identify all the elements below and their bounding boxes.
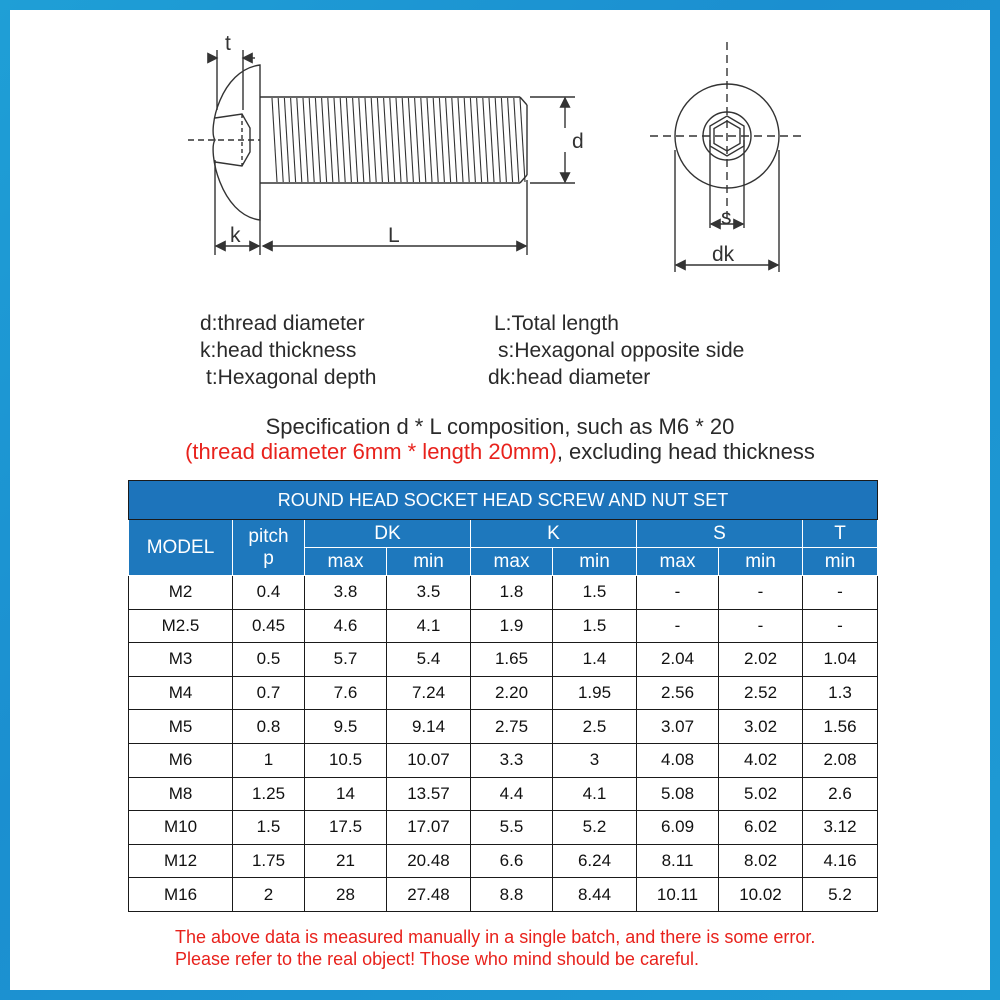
value-cell: 3.07	[637, 710, 719, 744]
value-cell: 5.02	[719, 777, 803, 811]
table-row	[129, 743, 878, 777]
value-cell: 1	[233, 743, 305, 777]
value-cell: 1.56	[803, 710, 878, 744]
thread-line	[520, 98, 525, 182]
thread-line	[483, 98, 488, 182]
thread-line	[495, 98, 500, 182]
screw-head-side	[213, 65, 260, 220]
thread-line	[322, 98, 327, 182]
header-model: MODEL	[129, 520, 233, 576]
value-cell: 10.07	[387, 743, 471, 777]
thread-line	[458, 98, 463, 182]
thread-line	[291, 98, 296, 182]
model-cell: M2	[129, 576, 233, 610]
value-cell: -	[803, 609, 878, 643]
thread-line	[470, 98, 475, 182]
thread-line	[278, 98, 283, 182]
header-k: K	[471, 520, 637, 548]
thread-line	[408, 98, 413, 182]
thread-line	[284, 98, 289, 182]
thread-line	[272, 98, 277, 182]
header-s-min: min	[719, 548, 803, 576]
spec-line-1: Specification d * L composition, such as M6 * 20	[265, 414, 735, 439]
label-s: s	[721, 206, 732, 229]
model-cell: M6	[129, 743, 233, 777]
header-s-max: max	[637, 548, 719, 576]
value-cell: 2.75	[471, 710, 553, 744]
spec-example-red: (thread diameter 6mm * length 20mm)	[185, 439, 557, 464]
value-cell: 2.5	[553, 710, 637, 744]
value-cell: 9.14	[387, 710, 471, 744]
label-L: L	[388, 224, 400, 247]
thread-line	[377, 98, 382, 182]
value-cell: 5.7	[305, 643, 387, 677]
thread-line	[464, 98, 469, 182]
table-body	[129, 576, 878, 912]
table-row	[129, 878, 878, 912]
model-cell: M5	[129, 710, 233, 744]
value-cell: 1.65	[471, 643, 553, 677]
value-cell: 0.7	[233, 676, 305, 710]
model-cell: M3	[129, 643, 233, 677]
value-cell: 0.5	[233, 643, 305, 677]
value-cell: 6.24	[553, 844, 637, 878]
thread-line	[402, 98, 407, 182]
screw-technical-drawing	[10, 10, 990, 310]
value-cell: 8.11	[637, 844, 719, 878]
value-cell: 1.4	[553, 643, 637, 677]
value-cell: -	[803, 576, 878, 610]
value-cell: 1.75	[233, 844, 305, 878]
value-cell: 3.8	[305, 576, 387, 610]
value-cell: 2.02	[719, 643, 803, 677]
value-cell: 1.5	[553, 609, 637, 643]
value-cell: 21	[305, 844, 387, 878]
value-cell: 2.08	[803, 743, 878, 777]
thread-line	[371, 98, 376, 182]
value-cell: 8.44	[553, 878, 637, 912]
value-cell: 5.2	[553, 811, 637, 845]
thread-line	[353, 98, 358, 182]
value-cell: 4.1	[553, 777, 637, 811]
value-cell: 4.16	[803, 844, 878, 878]
thread-line	[433, 98, 438, 182]
value-cell: 8.02	[719, 844, 803, 878]
table-row	[129, 844, 878, 878]
value-cell: 17.5	[305, 811, 387, 845]
value-cell: 6.6	[471, 844, 553, 878]
value-cell: 9.5	[305, 710, 387, 744]
thread-lines	[272, 98, 525, 182]
specification-table	[128, 480, 878, 912]
value-cell: 3.5	[387, 576, 471, 610]
thread-line	[446, 98, 451, 182]
value-cell: 1.04	[803, 643, 878, 677]
table-row	[129, 710, 878, 744]
legend-item: t:Hexagonal depth	[206, 366, 377, 389]
value-cell: 13.57	[387, 777, 471, 811]
value-cell: 0.4	[233, 576, 305, 610]
label-t: t	[225, 32, 231, 55]
legend-item: d:thread diameter	[200, 312, 365, 335]
value-cell: 4.02	[719, 743, 803, 777]
value-cell: 2.6	[803, 777, 878, 811]
thread-line	[427, 98, 432, 182]
header-dk-min: min	[387, 548, 471, 576]
thread-line	[489, 98, 494, 182]
thread-line	[508, 98, 513, 182]
label-d: d	[572, 130, 584, 153]
value-cell: 4.08	[637, 743, 719, 777]
value-cell: 1.9	[471, 609, 553, 643]
table-row	[129, 576, 878, 610]
value-cell: 0.8	[233, 710, 305, 744]
table-title: ROUND HEAD SOCKET HEAD SCREW AND NUT SET	[129, 481, 878, 520]
value-cell: 2.56	[637, 676, 719, 710]
value-cell: 28	[305, 878, 387, 912]
legend-right	[488, 310, 744, 391]
header-pitch-line1: pitch	[248, 525, 289, 547]
header-dk-max: max	[305, 548, 387, 576]
value-cell: 1.8	[471, 576, 553, 610]
value-cell: 8.8	[471, 878, 553, 912]
value-cell: 7.6	[305, 676, 387, 710]
value-cell: 10.11	[637, 878, 719, 912]
model-cell: M8	[129, 777, 233, 811]
value-cell: 1.95	[553, 676, 637, 710]
thread-line	[396, 98, 401, 182]
value-cell: 1.5	[553, 576, 637, 610]
thread-line	[340, 98, 345, 182]
thread-line	[415, 98, 420, 182]
thread-line	[365, 98, 370, 182]
thread-line	[439, 98, 444, 182]
thread-line	[315, 98, 320, 182]
value-cell: 0.45	[233, 609, 305, 643]
table-row	[129, 811, 878, 845]
thread-line	[297, 98, 302, 182]
thread-line	[346, 98, 351, 182]
product-spec-sheet	[10, 10, 990, 990]
legend-item: dk:head diameter	[488, 366, 651, 389]
value-cell: 3.12	[803, 811, 878, 845]
spec-example-rest: , excluding head thickness	[556, 439, 815, 464]
model-cell: M12	[129, 844, 233, 878]
thread-line	[421, 98, 426, 182]
value-cell: 10.02	[719, 878, 803, 912]
header-t: T	[803, 520, 878, 548]
model-cell: M16	[129, 878, 233, 912]
value-cell: -	[637, 576, 719, 610]
model-cell: M10	[129, 811, 233, 845]
value-cell: -	[719, 576, 803, 610]
value-cell: 5.5	[471, 811, 553, 845]
table-row	[129, 676, 878, 710]
table-row	[129, 777, 878, 811]
thread-line	[359, 98, 364, 182]
value-cell: 4.4	[471, 777, 553, 811]
thread-line	[452, 98, 457, 182]
value-cell: 1.5	[233, 811, 305, 845]
value-cell: 10.5	[305, 743, 387, 777]
table-row	[129, 609, 878, 643]
header-pitch	[233, 520, 305, 576]
value-cell: 27.48	[387, 878, 471, 912]
model-cell: M2.5	[129, 609, 233, 643]
thread-line	[477, 98, 482, 182]
thread-line	[334, 98, 339, 182]
value-cell: 5.4	[387, 643, 471, 677]
header-pitch-line2: p	[263, 547, 274, 569]
value-cell: 3.02	[719, 710, 803, 744]
value-cell: 1.3	[803, 676, 878, 710]
value-cell: 5.08	[637, 777, 719, 811]
value-cell: -	[719, 609, 803, 643]
model-cell: M4	[129, 676, 233, 710]
value-cell: 2	[233, 878, 305, 912]
header-k-min: min	[553, 548, 637, 576]
value-cell: 3.3	[471, 743, 553, 777]
legend-left	[200, 310, 376, 391]
label-k: k	[230, 224, 241, 247]
thread-line	[501, 98, 506, 182]
value-cell: 6.09	[637, 811, 719, 845]
header-k-max: max	[471, 548, 553, 576]
legend-item: s:Hexagonal opposite side	[498, 339, 745, 362]
table-row	[129, 643, 878, 677]
thread-line	[309, 98, 314, 182]
spec-line-2	[10, 439, 990, 465]
thread-line	[390, 98, 395, 182]
value-cell: 1.25	[233, 777, 305, 811]
header-dk: DK	[305, 520, 471, 548]
thread-line	[328, 98, 333, 182]
thread-line	[303, 98, 308, 182]
thread-line	[384, 98, 389, 182]
value-cell: 7.24	[387, 676, 471, 710]
thread-line	[514, 98, 519, 182]
value-cell: 4.6	[305, 609, 387, 643]
legend-item: k:head thickness	[200, 339, 357, 362]
legend-item: L:Total length	[494, 312, 619, 335]
label-dk: dk	[712, 243, 735, 266]
value-cell: 2.20	[471, 676, 553, 710]
value-cell: 17.07	[387, 811, 471, 845]
value-cell: 3	[553, 743, 637, 777]
value-cell: 4.1	[387, 609, 471, 643]
value-cell: 2.04	[637, 643, 719, 677]
value-cell: 20.48	[387, 844, 471, 878]
disclaimer-note: The above data is measured manually in a single batch, and there is some error. Please refer to the real object! Those who mind should be careful.	[175, 927, 816, 969]
header-s: S	[637, 520, 803, 548]
value-cell: 5.2	[803, 878, 878, 912]
header-t-min: min	[803, 548, 878, 576]
value-cell: 6.02	[719, 811, 803, 845]
value-cell: 14	[305, 777, 387, 811]
value-cell: 2.52	[719, 676, 803, 710]
value-cell: -	[637, 609, 719, 643]
